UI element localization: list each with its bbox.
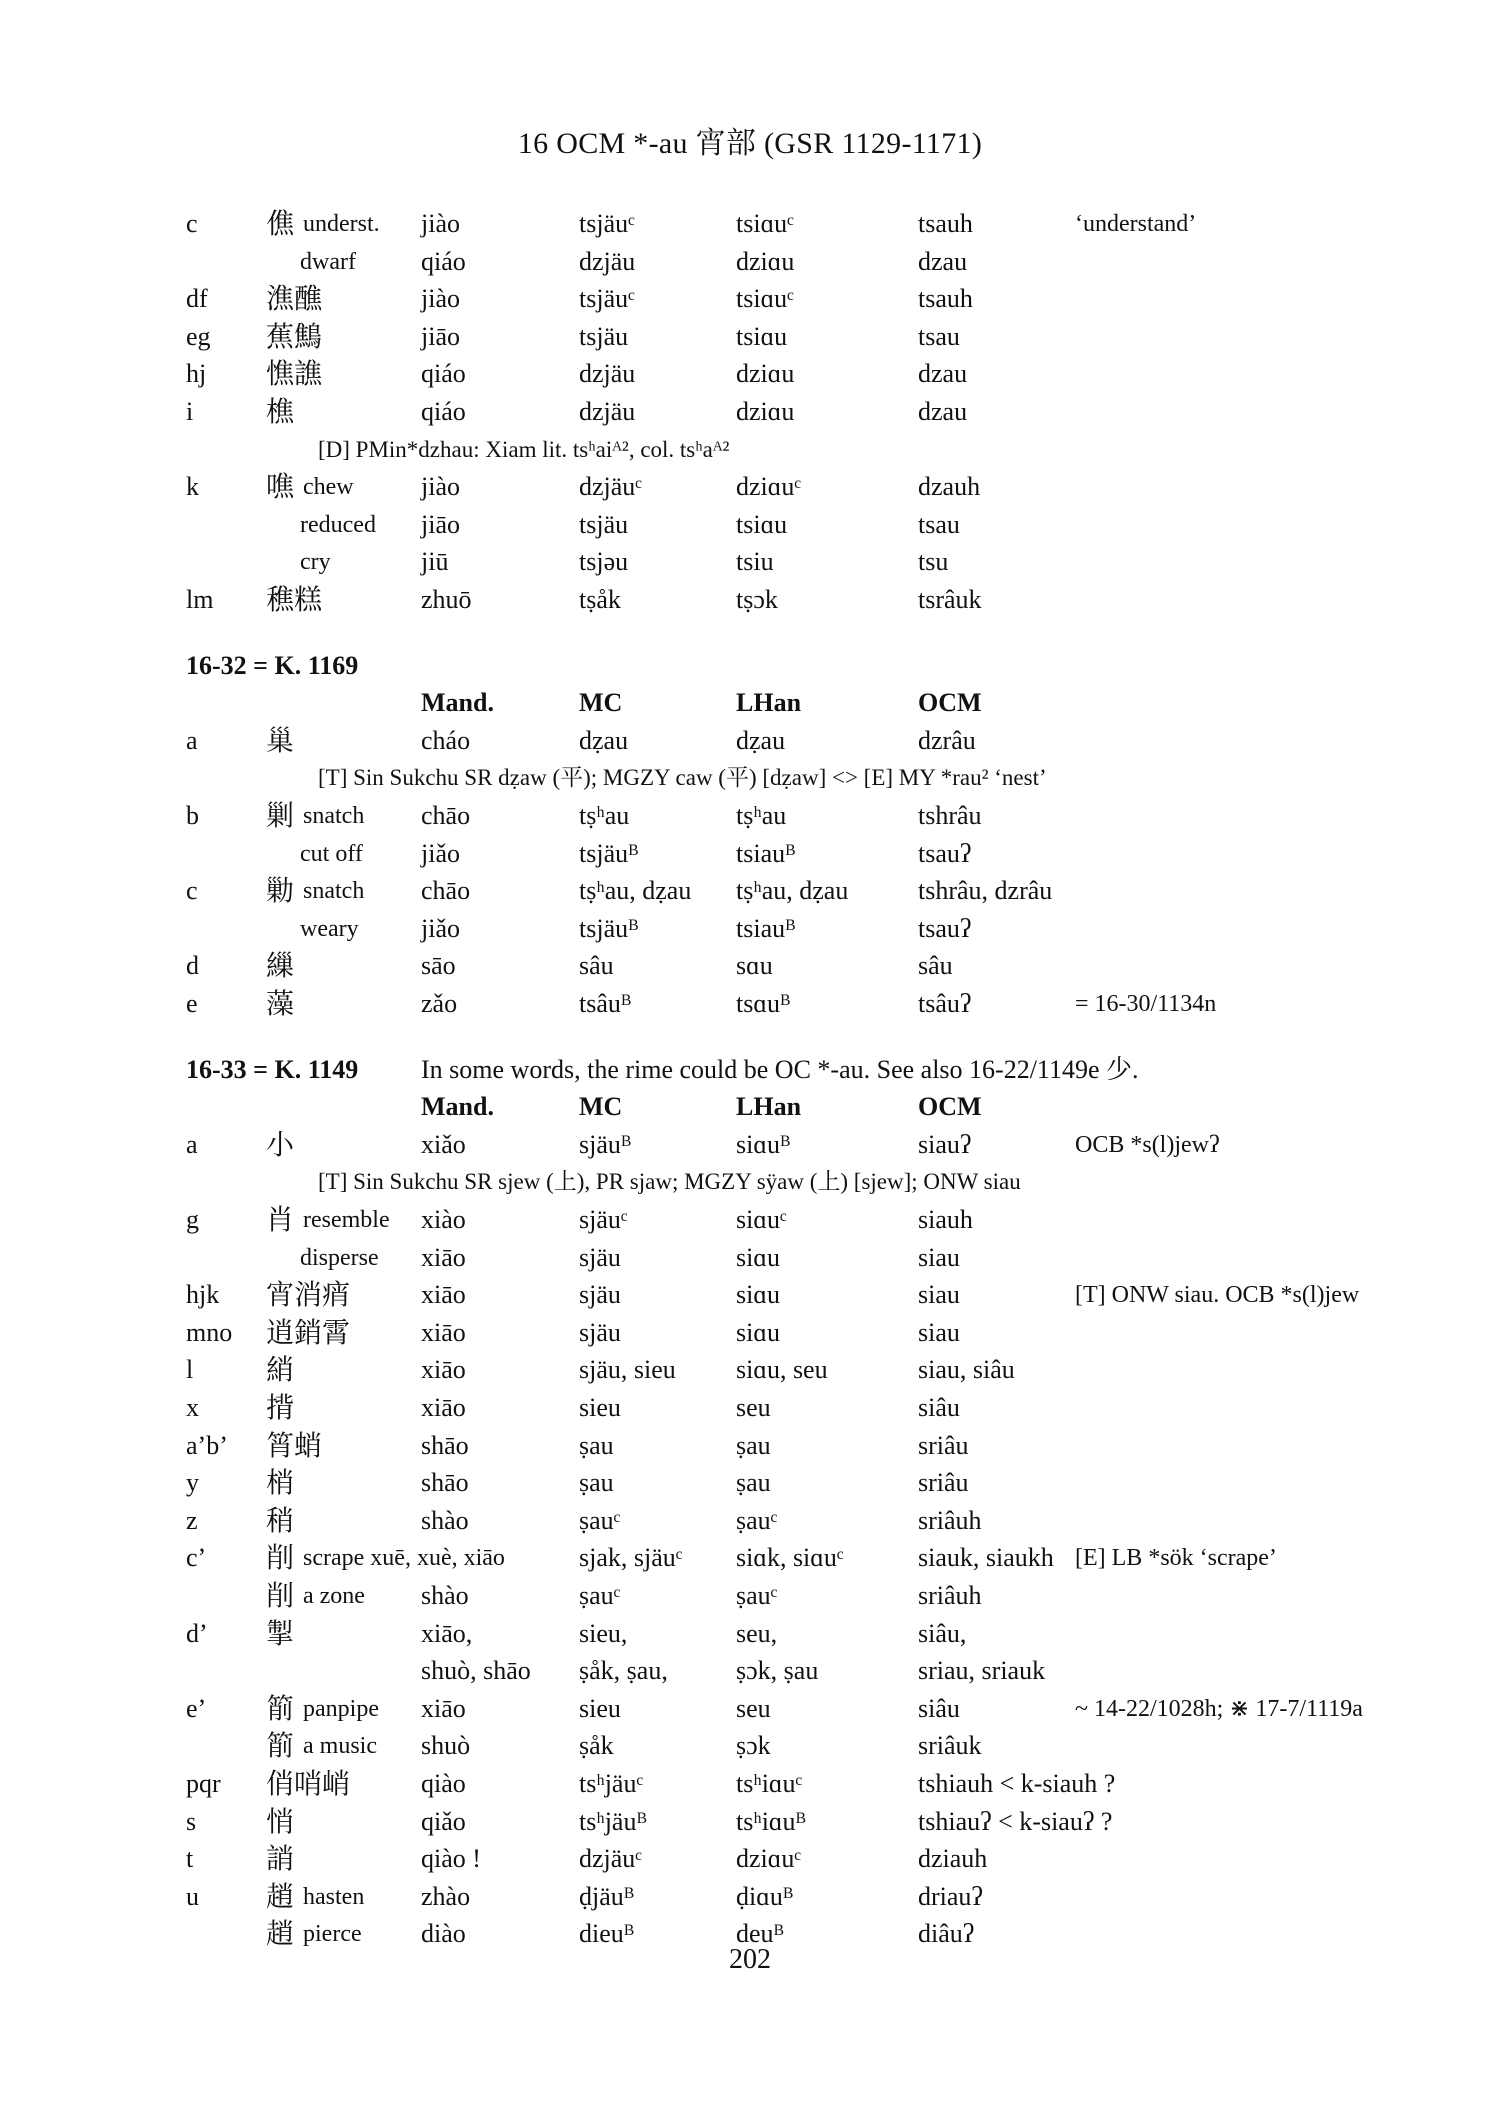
middle-chinese-reading: tsjäu bbox=[579, 321, 629, 351]
entry-characters: 逍銷霄 bbox=[266, 1315, 351, 1349]
entry-id: z bbox=[186, 1505, 198, 1535]
entry-id: lm bbox=[186, 585, 214, 614]
entry-characters: 繅 bbox=[266, 949, 295, 983]
entry-gloss: underst. bbox=[303, 211, 380, 237]
middle-chinese-reading: sjäu bbox=[579, 1280, 621, 1310]
later-han-reading: dziɑuᶜ bbox=[736, 1844, 802, 1874]
old-chinese-reading: tsrâuk bbox=[918, 585, 982, 614]
old-chinese-reading: sriau, sriauk bbox=[918, 1656, 1046, 1686]
entry-row bbox=[0, 1539, 1500, 1577]
entry-characters: 肖 bbox=[266, 1203, 295, 1236]
mandarin-reading: jiāo bbox=[421, 321, 460, 351]
old-chinese-reading: tshiauh < k-siauh ? bbox=[918, 1769, 1116, 1798]
middle-chinese-reading: tsjäuᴮ bbox=[579, 913, 639, 943]
entry-characters: 綃 bbox=[266, 1353, 295, 1387]
entry-row bbox=[0, 318, 1500, 356]
entry-id: c bbox=[186, 209, 198, 238]
mandarin-reading: sāo bbox=[421, 951, 456, 981]
middle-chinese-reading: tsjäuᶜ bbox=[579, 284, 635, 314]
mandarin-reading: jiào bbox=[421, 472, 460, 502]
later-han-reading: ṣauᶜ bbox=[736, 1581, 778, 1610]
entry-id: hjk bbox=[186, 1280, 220, 1310]
middle-chinese-reading: tṣʰau bbox=[579, 801, 630, 830]
middle-chinese-reading: dieuᴮ bbox=[579, 1919, 634, 1949]
later-han-reading: siɑuᶜ bbox=[736, 1205, 787, 1234]
entry-id: hj bbox=[186, 359, 207, 389]
old-chinese-reading: siau bbox=[918, 1242, 960, 1272]
entry-row bbox=[0, 1389, 1500, 1427]
entry-row bbox=[0, 947, 1500, 985]
column-header-mc: MC bbox=[579, 688, 623, 718]
entry-characters: 箾 bbox=[266, 1691, 295, 1725]
later-han-reading: tṣʰau, dẓau bbox=[736, 876, 849, 906]
entry-gloss: chew bbox=[303, 474, 354, 501]
middle-chinese-reading: ḍjäuᴮ bbox=[579, 1881, 634, 1911]
later-han-reading: seu bbox=[736, 1393, 771, 1422]
entry-row bbox=[0, 1765, 1500, 1803]
entry-id: s bbox=[186, 1806, 197, 1836]
mandarin-reading: qiǎo bbox=[421, 1806, 466, 1836]
mandarin-reading: jiāo bbox=[421, 509, 460, 539]
middle-chinese-reading: tsjäuᴮ bbox=[579, 838, 639, 868]
old-chinese-reading: tshrâu, dzrâu bbox=[918, 876, 1053, 906]
mandarin-reading: qiáo bbox=[421, 246, 466, 276]
entry-row bbox=[0, 205, 1500, 243]
entry-id: e bbox=[186, 989, 198, 1018]
section-id: 16-32 = K. 1169 bbox=[186, 650, 359, 680]
mandarin-reading: qiáo bbox=[421, 397, 466, 426]
old-chinese-reading: tshrâu bbox=[918, 801, 982, 830]
mandarin-reading: xiāo, bbox=[421, 1618, 473, 1648]
entry-id: u bbox=[186, 1881, 199, 1911]
later-han-reading: tṣʰau bbox=[736, 801, 787, 830]
old-chinese-reading: sriâuh bbox=[918, 1581, 982, 1610]
annotation-text: [T] Sin Sukchu SR dẓaw (平); MGZY caw (平) [dẓaw] <> [E] MY *rau² ‘nest’ bbox=[318, 765, 1047, 791]
entry-row bbox=[0, 1239, 1500, 1277]
old-chinese-reading: dzau bbox=[918, 359, 968, 389]
annotation-line bbox=[0, 1163, 1500, 1201]
entry-characters: 俏哨峭 bbox=[266, 1767, 351, 1800]
entry-gloss: disperse bbox=[300, 1244, 379, 1271]
old-chinese-reading: dzrâu bbox=[918, 725, 976, 755]
old-chinese-reading: siau bbox=[918, 1280, 960, 1310]
entry-characters: 勦 bbox=[266, 874, 295, 908]
mandarin-reading: jiào bbox=[421, 284, 460, 314]
middle-chinese-reading: tsjäu bbox=[579, 509, 629, 539]
entry-id: e’ bbox=[186, 1693, 207, 1723]
entry-characters: 趙 bbox=[266, 1879, 295, 1913]
entry-row bbox=[0, 1351, 1500, 1389]
entry-gloss: resemble bbox=[303, 1207, 390, 1233]
entry-gloss: cry bbox=[300, 549, 331, 576]
middle-chinese-reading: sjäuᴮ bbox=[579, 1129, 631, 1159]
middle-chinese-reading: dzjäuᶜ bbox=[579, 472, 642, 502]
entry-row bbox=[0, 280, 1500, 318]
middle-chinese-reading: tsʰjäuᶜ bbox=[579, 1769, 644, 1798]
column-header-row bbox=[0, 684, 1500, 722]
later-han-reading: tsiɑu bbox=[736, 509, 788, 539]
later-han-reading: tsiɑuᶜ bbox=[736, 209, 794, 238]
mandarin-reading: cháo bbox=[421, 725, 471, 755]
later-han-reading: tsiɑuᶜ bbox=[736, 284, 794, 314]
entry-characters: 箾 bbox=[266, 1729, 295, 1763]
entry-row bbox=[0, 1276, 1500, 1314]
section-description: In some words, the rime could be OC *-au. See also 16-22/1149e 少. bbox=[421, 1054, 1139, 1084]
entry-characters: 削 bbox=[266, 1579, 295, 1612]
entry-characters: 悄 bbox=[266, 1804, 295, 1838]
entry-row bbox=[0, 1615, 1500, 1653]
old-chinese-reading: sâu bbox=[918, 951, 953, 981]
entry-row bbox=[0, 543, 1500, 581]
old-chinese-reading: tsu bbox=[918, 547, 949, 577]
entry-row bbox=[0, 872, 1500, 910]
middle-chinese-reading: ṣåk bbox=[579, 1731, 614, 1761]
middle-chinese-reading: sâu bbox=[579, 951, 614, 981]
entry-id: pqr bbox=[186, 1769, 221, 1798]
later-han-reading: siɑuᴮ bbox=[736, 1129, 790, 1159]
entry-row bbox=[0, 1314, 1500, 1352]
column-header-ocm: OCM bbox=[918, 1092, 982, 1122]
column-header-lhan: LHan bbox=[736, 688, 802, 718]
mandarin-reading: qiáo bbox=[421, 359, 466, 389]
middle-chinese-reading: tsjäuᶜ bbox=[579, 209, 635, 238]
later-han-reading: tsiu bbox=[736, 547, 774, 577]
mandarin-reading: jiào bbox=[421, 209, 460, 238]
old-chinese-reading: sriâuh bbox=[918, 1505, 982, 1535]
mandarin-reading: xiāo bbox=[421, 1317, 466, 1347]
entry-gloss: weary bbox=[300, 915, 359, 942]
entry-characters: 宵消痟 bbox=[266, 1278, 351, 1312]
mandarin-reading: xiāo bbox=[421, 1355, 466, 1385]
entry-gloss: snatch bbox=[303, 803, 365, 829]
old-chinese-reading: tsauʔ bbox=[918, 838, 972, 868]
old-chinese-reading: tsau bbox=[918, 321, 960, 351]
later-han-reading: siɑk, siɑuᶜ bbox=[736, 1543, 844, 1573]
mandarin-reading: qiào ! bbox=[421, 1844, 481, 1874]
column-header-mand: Mand. bbox=[421, 1092, 494, 1122]
entry-id: g bbox=[186, 1205, 199, 1234]
old-chinese-reading: sriâu bbox=[918, 1430, 969, 1460]
later-han-reading: tsiɑu bbox=[736, 321, 788, 351]
column-header-row bbox=[0, 1088, 1500, 1126]
entry-row bbox=[0, 506, 1500, 544]
entry-id: eg bbox=[186, 321, 211, 351]
later-han-reading: dziɑu bbox=[736, 246, 795, 276]
entry-characters: 削 bbox=[266, 1541, 295, 1575]
entry-id: df bbox=[186, 284, 208, 314]
entry-id: y bbox=[186, 1468, 199, 1498]
later-han-reading: siɑu bbox=[736, 1280, 780, 1310]
entry-row bbox=[0, 355, 1500, 393]
old-chinese-reading: siâu bbox=[918, 1693, 960, 1723]
mandarin-reading: zhuō bbox=[421, 585, 472, 614]
entry-note: [E] LB *sök ‘scrape’ bbox=[1075, 1545, 1277, 1572]
later-han-reading: ṣauᶜ bbox=[736, 1505, 778, 1535]
later-han-reading: deuᴮ bbox=[736, 1919, 784, 1949]
entry-gloss: reduced bbox=[300, 511, 376, 538]
section-heading bbox=[0, 1051, 1500, 1089]
entry-id: k bbox=[186, 472, 199, 502]
later-han-reading: ṣɔk bbox=[736, 1731, 771, 1761]
entry-row bbox=[0, 722, 1500, 760]
mandarin-reading: diào bbox=[421, 1919, 466, 1949]
later-han-reading: ṣau bbox=[736, 1468, 771, 1498]
entry-characters: 巢 bbox=[266, 723, 295, 757]
mandarin-reading: shuò, shāo bbox=[421, 1656, 531, 1686]
mandarin-reading: jiū bbox=[421, 547, 449, 577]
entry-characters: 誚 bbox=[266, 1842, 295, 1876]
entry-gloss: snatch bbox=[303, 878, 365, 905]
entry-row bbox=[0, 797, 1500, 835]
old-chinese-reading: siauk, siaukh bbox=[918, 1543, 1054, 1573]
mandarin-reading: xiāo bbox=[421, 1280, 466, 1310]
later-han-reading: tsiauᴮ bbox=[736, 838, 796, 868]
later-han-reading: tsʰiɑuᶜ bbox=[736, 1769, 803, 1798]
middle-chinese-reading: tsâuᴮ bbox=[579, 989, 631, 1018]
entry-row bbox=[0, 1727, 1500, 1765]
old-chinese-reading: dzauh bbox=[918, 472, 981, 502]
mandarin-reading: zǎo bbox=[421, 989, 458, 1018]
entry-row bbox=[0, 1840, 1500, 1878]
old-chinese-reading: siau bbox=[918, 1317, 960, 1347]
entry-characters: 潐醮 bbox=[266, 282, 323, 316]
column-header-mand: Mand. bbox=[421, 688, 494, 718]
entry-characters: 掣 bbox=[266, 1616, 295, 1650]
later-han-reading: siɑu bbox=[736, 1317, 780, 1347]
old-chinese-reading: tsauh bbox=[918, 209, 973, 238]
entry-id: x bbox=[186, 1393, 199, 1422]
entry-id: b bbox=[186, 801, 199, 830]
entry-gloss: a zone bbox=[303, 1583, 365, 1609]
entry-characters: 小 bbox=[266, 1127, 295, 1161]
page-header: 16 OCM *-au 宵部 (GSR 1129-1171) bbox=[517, 127, 983, 160]
entry-row bbox=[0, 910, 1500, 948]
entry-id: d bbox=[186, 951, 199, 981]
entry-gloss: pierce bbox=[303, 1921, 362, 1948]
old-chinese-reading: tsau bbox=[918, 509, 960, 539]
mandarin-reading: shào bbox=[421, 1581, 469, 1610]
middle-chinese-reading: dzjäu bbox=[579, 246, 636, 276]
entry-row bbox=[0, 985, 1500, 1023]
middle-chinese-reading: sieu, bbox=[579, 1618, 628, 1648]
entry-row bbox=[0, 1803, 1500, 1841]
middle-chinese-reading: ṣåk, ṣau, bbox=[579, 1656, 668, 1686]
old-chinese-reading: driauʔ bbox=[918, 1881, 983, 1911]
entry-row bbox=[0, 581, 1500, 619]
entry-row bbox=[0, 243, 1500, 281]
entry-row bbox=[0, 1427, 1500, 1465]
entry-row bbox=[0, 468, 1500, 506]
later-han-reading: sɑu bbox=[736, 951, 773, 981]
entry-id: a’b’ bbox=[186, 1430, 228, 1460]
old-chinese-reading: siauʔ bbox=[918, 1129, 972, 1159]
later-han-reading: seu, bbox=[736, 1618, 778, 1648]
mandarin-reading: chāo bbox=[421, 801, 471, 830]
mandarin-reading: chāo bbox=[421, 876, 471, 906]
entry-note: ‘understand’ bbox=[1075, 211, 1197, 237]
later-han-reading: dziɑuᶜ bbox=[736, 472, 802, 502]
entry-characters: 樵 bbox=[266, 395, 295, 428]
middle-chinese-reading: sjäu, sieu bbox=[579, 1355, 676, 1385]
entry-row bbox=[0, 1690, 1500, 1728]
entry-gloss: scrape xuē, xuè, xiāo bbox=[303, 1545, 505, 1572]
middle-chinese-reading: dzjäu bbox=[579, 359, 636, 389]
annotation-line bbox=[0, 431, 1500, 469]
mandarin-reading: shuò bbox=[421, 1731, 471, 1761]
later-han-reading: tsɑuᴮ bbox=[736, 989, 790, 1018]
mandarin-reading: shāo bbox=[421, 1430, 469, 1460]
later-han-reading: ṣau bbox=[736, 1430, 771, 1460]
mandarin-reading: xiào bbox=[421, 1205, 466, 1234]
entry-id: a bbox=[186, 1129, 198, 1159]
section-heading bbox=[0, 647, 1500, 685]
old-chinese-reading: siau, siâu bbox=[918, 1355, 1015, 1385]
entry-characters: 蕉鷦 bbox=[266, 319, 323, 353]
later-han-reading: dẓau bbox=[736, 725, 786, 755]
old-chinese-reading: tsauh bbox=[918, 284, 973, 314]
old-chinese-reading: siâu, bbox=[918, 1618, 967, 1648]
entry-row bbox=[0, 835, 1500, 873]
middle-chinese-reading: sieu bbox=[579, 1693, 621, 1723]
entry-id: c’ bbox=[186, 1543, 207, 1573]
middle-chinese-reading: tsʰjäuᴮ bbox=[579, 1806, 647, 1836]
entry-characters: 梢 bbox=[266, 1466, 295, 1500]
middle-chinese-reading: tṣʰau, dẓau bbox=[579, 876, 692, 906]
entry-characters: 稍 bbox=[266, 1503, 295, 1537]
mandarin-reading: shào bbox=[421, 1505, 469, 1535]
middle-chinese-reading: sieu bbox=[579, 1393, 621, 1422]
later-han-reading: tsiauᴮ bbox=[736, 913, 796, 943]
entry-row bbox=[0, 1464, 1500, 1502]
mandarin-reading: xiāo bbox=[421, 1693, 466, 1723]
entry-characters: 筲蛸 bbox=[266, 1428, 323, 1462]
middle-chinese-reading: sjak, sjäuᶜ bbox=[579, 1543, 683, 1573]
middle-chinese-reading: tsjəu bbox=[579, 547, 629, 577]
mandarin-reading: xiāo bbox=[421, 1242, 466, 1272]
mandarin-reading: qiào bbox=[421, 1769, 466, 1798]
entry-row bbox=[0, 1502, 1500, 1540]
entry-characters: 噍 bbox=[266, 470, 295, 504]
old-chinese-reading: dziauh bbox=[918, 1844, 988, 1874]
entry-row bbox=[0, 393, 1500, 431]
entry-row bbox=[0, 1201, 1500, 1239]
annotation-text: [T] Sin Sukchu SR sjew (上), PR sjaw; MGZY sÿaw (上) [sjew]; ONW siau bbox=[318, 1169, 1021, 1195]
later-han-reading: seu bbox=[736, 1693, 771, 1723]
entry-id: c bbox=[186, 876, 198, 906]
later-han-reading: tṣɔk bbox=[736, 585, 778, 614]
entry-id: i bbox=[186, 397, 194, 426]
entry-gloss: a music bbox=[303, 1733, 377, 1760]
entry-row bbox=[0, 1652, 1500, 1690]
later-han-reading: dziɑu bbox=[736, 397, 795, 426]
middle-chinese-reading: dzjäuᶜ bbox=[579, 1844, 642, 1874]
mandarin-reading: jiǎo bbox=[421, 913, 460, 943]
old-chinese-reading: siâu bbox=[918, 1393, 960, 1422]
entry-gloss: hasten bbox=[303, 1883, 365, 1910]
middle-chinese-reading: sjäu bbox=[579, 1242, 621, 1272]
middle-chinese-reading: dzjäu bbox=[579, 397, 636, 426]
entry-characters: 穛糕 bbox=[266, 583, 323, 616]
entry-row bbox=[0, 1126, 1500, 1164]
annotation-line bbox=[0, 759, 1500, 797]
old-chinese-reading: tsâuʔ bbox=[918, 989, 972, 1018]
old-chinese-reading: diâuʔ bbox=[918, 1919, 975, 1949]
later-han-reading: ṣɔk, ṣau bbox=[736, 1656, 819, 1686]
old-chinese-reading: sriâu bbox=[918, 1468, 969, 1498]
entry-id: l bbox=[186, 1355, 194, 1385]
column-header-mc: MC bbox=[579, 1092, 623, 1122]
middle-chinese-reading: ṣauᶜ bbox=[579, 1581, 621, 1610]
later-han-reading: dziɑu bbox=[736, 359, 795, 389]
later-han-reading: tsʰiɑuᴮ bbox=[736, 1806, 806, 1836]
middle-chinese-reading: ṣau bbox=[579, 1468, 614, 1498]
column-header-ocm: OCM bbox=[918, 688, 982, 718]
entry-characters: 趙 bbox=[266, 1917, 295, 1951]
entry-characters: 剿 bbox=[266, 799, 295, 832]
entry-note: = 16-30/1134n bbox=[1075, 991, 1217, 1017]
entry-gloss: dwarf bbox=[300, 248, 356, 275]
page-number: 202 bbox=[729, 1944, 771, 1975]
entry-gloss: cut off bbox=[300, 840, 363, 867]
old-chinese-reading: sriâuk bbox=[918, 1731, 982, 1761]
middle-chinese-reading: tṣåk bbox=[579, 585, 621, 614]
mandarin-reading: zhào bbox=[421, 1881, 471, 1911]
entry-characters: 藻 bbox=[266, 987, 295, 1020]
mandarin-reading: xiǎo bbox=[421, 1129, 466, 1159]
old-chinese-reading: dzau bbox=[918, 397, 968, 426]
old-chinese-reading: tshiauʔ < k-siauʔ ? bbox=[918, 1806, 1113, 1836]
entry-gloss: panpipe bbox=[303, 1695, 379, 1722]
entry-note: [T] ONW siau. OCB *s(l)jew bbox=[1075, 1282, 1360, 1309]
column-header-lhan: LHan bbox=[736, 1092, 802, 1122]
old-chinese-reading: siauh bbox=[918, 1205, 973, 1234]
entry-id: mno bbox=[186, 1317, 233, 1347]
middle-chinese-reading: sjäuᶜ bbox=[579, 1205, 628, 1234]
entry-row bbox=[0, 1878, 1500, 1916]
mandarin-reading: shāo bbox=[421, 1468, 469, 1498]
middle-chinese-reading: ṣauᶜ bbox=[579, 1505, 621, 1535]
middle-chinese-reading: sjäu bbox=[579, 1317, 621, 1347]
old-chinese-reading: dzau bbox=[918, 246, 968, 276]
middle-chinese-reading: ṣau bbox=[579, 1430, 614, 1460]
middle-chinese-reading: dẓau bbox=[579, 725, 629, 755]
entry-note: ~ 14-22/1028h; ⋇ 17-7/1119a bbox=[1075, 1695, 1363, 1722]
mandarin-reading: xiāo bbox=[421, 1393, 466, 1422]
later-han-reading: ḍiɑuᴮ bbox=[736, 1881, 793, 1911]
annotation-text: [D] PMin*dzhau: Xiam lit. tsʰaiᴬ², col. tsʰaᴬ² bbox=[318, 436, 730, 462]
entry-id: t bbox=[186, 1844, 194, 1874]
old-chinese-reading: tsauʔ bbox=[918, 913, 972, 943]
later-han-reading: siɑu, seu bbox=[736, 1355, 828, 1385]
section-id: 16-33 = K. 1149 bbox=[186, 1054, 359, 1084]
mandarin-reading: jiǎo bbox=[421, 838, 460, 868]
entry-row bbox=[0, 1577, 1500, 1615]
entry-id: d’ bbox=[186, 1618, 208, 1648]
entry-characters: 僬 bbox=[266, 207, 295, 240]
entry-characters: 揹 bbox=[266, 1391, 295, 1424]
later-han-reading: siɑu bbox=[736, 1242, 780, 1272]
entry-note: OCB *s(l)jewʔ bbox=[1075, 1131, 1220, 1158]
entry-characters: 憔譙 bbox=[266, 357, 323, 391]
entry-id: a bbox=[186, 725, 198, 755]
